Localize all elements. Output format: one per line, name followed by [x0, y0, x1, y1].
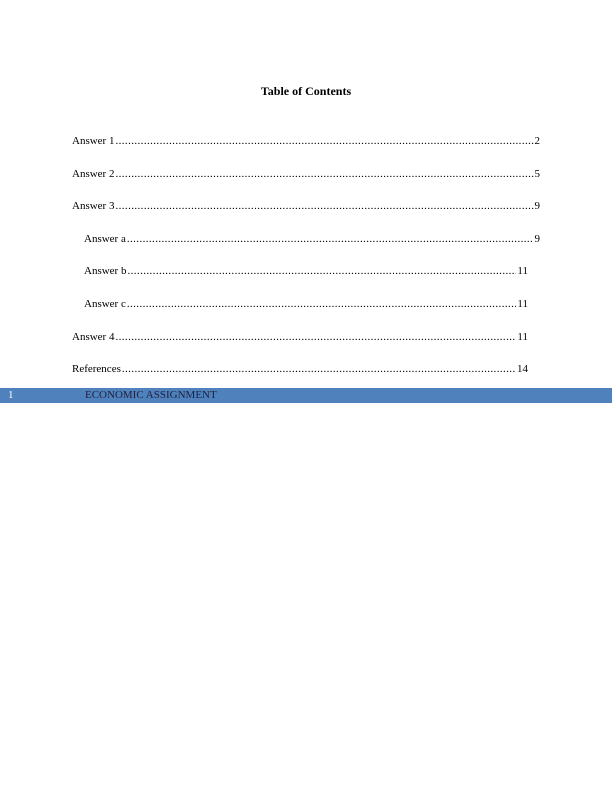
toc-entry-page: 9	[534, 200, 540, 213]
footer-bar	[0, 388, 612, 403]
toc-entry-answer-3[interactable]	[72, 199, 540, 232]
toc-entry-label: Answer 2	[72, 167, 115, 180]
toc-entry-answer-2[interactable]	[72, 167, 540, 200]
toc-entry-page: 11	[517, 297, 528, 310]
toc-entry-page: 11	[517, 330, 528, 343]
toc-entry-label: Answer 1	[72, 135, 115, 147]
toc-dot-leader	[127, 264, 516, 278]
toc-entry-answer-a[interactable]	[72, 232, 540, 265]
toc-entry-page: 11	[517, 265, 528, 278]
toc-list	[72, 134, 540, 395]
toc-entry-label: References	[72, 363, 121, 376]
toc-dot-leader	[127, 232, 534, 246]
toc-entry-page: 9	[534, 232, 540, 245]
toc-dot-leader	[115, 330, 516, 344]
toc-entry-label: Answer a	[84, 232, 126, 245]
toc-dot-leader	[122, 362, 516, 376]
toc-entry-label: Answer c	[84, 297, 126, 310]
toc-dot-leader	[115, 134, 533, 148]
toc-entry-answer-4[interactable]	[72, 330, 540, 363]
toc-dot-leader	[115, 199, 533, 213]
toc-entry-label: Answer 4	[72, 330, 115, 343]
toc-entry-answer-1[interactable]	[72, 134, 540, 167]
toc-heading: Table of Contents	[260, 84, 352, 98]
footer-page-number: 1	[8, 389, 14, 401]
toc-entry-page: 14	[517, 363, 528, 376]
toc-entry-page: 2	[534, 135, 540, 147]
toc-dot-leader	[115, 167, 533, 181]
toc-entry-label: Answer 3	[72, 200, 115, 213]
toc-entry-label: Answer b	[84, 265, 127, 278]
toc-entry-answer-c[interactable]	[72, 297, 540, 330]
toc-entry-page: 5	[534, 167, 540, 180]
toc-dot-leader	[127, 297, 517, 311]
toc-entry-answer-b[interactable]	[72, 264, 540, 297]
footer-document-title: ECONOMIC ASSIGNMENT	[85, 389, 217, 401]
